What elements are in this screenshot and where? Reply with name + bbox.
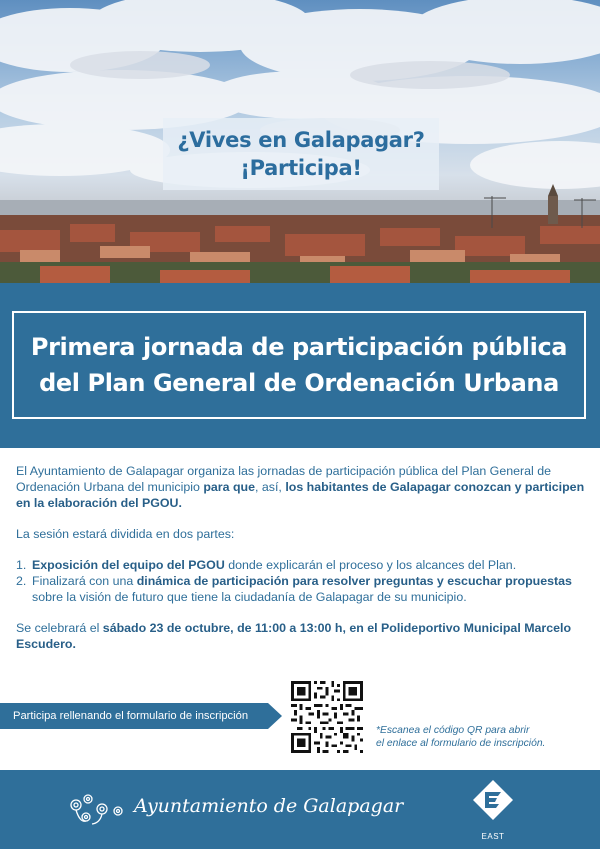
intro-bold-1: para que xyxy=(203,480,255,494)
qr-code[interactable] xyxy=(291,681,363,753)
event-details xyxy=(16,620,586,652)
title-line-2: del Plan General de Ordenación Urbana xyxy=(39,369,559,397)
flower-emblem-icon xyxy=(64,791,130,831)
hero-callout xyxy=(163,118,439,190)
event-date-place: sábado 23 de octubre, de 11:00 a 13:00 h, en el Polideportivo Municipal Marcelo Escudero. xyxy=(16,621,572,651)
title-frame xyxy=(12,311,586,419)
footer xyxy=(0,770,600,849)
list-bold: dinámica de participación para resolver preguntas y escuchar propuestas xyxy=(136,574,572,588)
list-number: 2. xyxy=(16,574,27,588)
intro-text: El Ayuntamiento de Galapagar organiza las jornadas de participación pública del Plan General de Ordenación Urbana del municipio xyxy=(16,464,551,494)
qr-note-line-2: el enlace al formulario de inscripción. xyxy=(376,738,546,749)
qr-note-line-1: *Escanea el código QR para abrir xyxy=(376,725,530,736)
list-item xyxy=(16,573,586,605)
registration-label: Participa rellenando el formulario de inscripción xyxy=(13,710,249,722)
list-text: Finalizará con una xyxy=(32,574,137,588)
east-logo-icon xyxy=(471,778,515,824)
hero-image xyxy=(0,0,600,283)
list-text-2: sobre la visión de futuro que tiene la ciudadanía de Galapagar de su municipio. xyxy=(32,590,467,604)
intro-text-2: , así, xyxy=(255,480,286,494)
title-line-1: Primera jornada de participación pública xyxy=(30,333,568,361)
title-band xyxy=(0,283,600,448)
partner-name: EAST xyxy=(481,832,505,841)
intro-bold-2: los habitantes de Galapagar conozcan y participen en la elaboración del PGOU. xyxy=(16,480,585,510)
intro-paragraph xyxy=(16,463,586,511)
event-text: Se celebrará el xyxy=(16,621,103,635)
qr-instructions xyxy=(376,724,586,750)
registration-banner[interactable] xyxy=(0,703,282,729)
list-number: 1. xyxy=(16,558,27,572)
body-text xyxy=(16,463,586,652)
list-bold: Exposición del equipo del PGOU xyxy=(32,558,225,572)
list-text: donde explicarán el proceso y los alcances del Plan. xyxy=(224,558,517,572)
hero-call-to-action: ¡Participa! xyxy=(240,156,362,180)
organization-name: Ayuntamiento de Galapagar xyxy=(134,795,404,817)
hero-question: ¿Vives en Galapagar? xyxy=(177,128,425,152)
session-intro: La sesión estará dividida en dos partes: xyxy=(16,527,235,541)
list-item xyxy=(16,557,586,573)
